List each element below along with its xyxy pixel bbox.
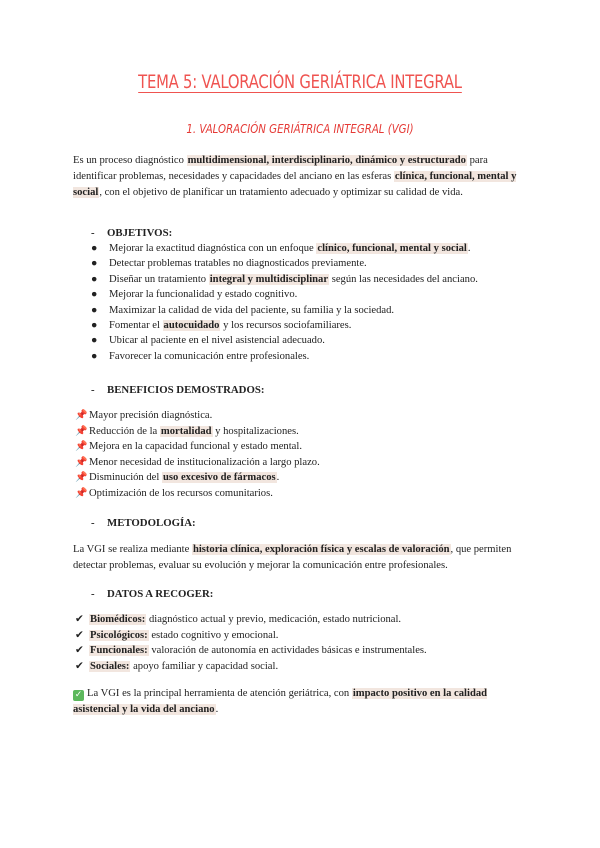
section-title: 1. VALORACIÓN GERIÁTRICA INTEGRAL (VGI): [186, 122, 414, 136]
beneficios-heading: [91, 382, 264, 398]
metodologia-heading: [91, 515, 196, 531]
item-text-end: y hospitalizaciones.: [212, 425, 299, 437]
bullet-icon: ●: [91, 304, 98, 316]
item-text: valoración de autonomía en actividades básicas e instrumentales.: [148, 645, 427, 657]
metodologia-paragraph: [73, 542, 533, 574]
pushpin-icon: 📌: [75, 487, 88, 499]
beneficios-heading-text: BENEFICIOS DEMOSTRADOS:: [107, 384, 265, 396]
intro-text-1: Es un proceso diagnóstico: [73, 155, 187, 166]
item-text: Maximizar la calidad de vida del paciente, su familia y la sociedad.: [109, 304, 395, 316]
item-label: Funcionales:: [90, 645, 148, 657]
list-item: [75, 408, 320, 424]
datos-heading-text: DATOS A RECOGER:: [107, 588, 214, 600]
item-text-end: según las necesidades del anciano.: [329, 273, 478, 285]
list-item: [91, 318, 478, 333]
item-text: Detectar problemas tratables no diagnosticados previamente.: [109, 258, 367, 270]
item-text-end: .: [276, 472, 280, 484]
metodologia-heading-text: METODOLOGÍA:: [107, 517, 196, 529]
item-highlight: clínico, funcional, mental y social: [317, 243, 467, 254]
item-text: Mayor precisión diagnóstica.: [89, 410, 213, 421]
pushpin-icon: 📌: [75, 472, 88, 484]
bullet-icon: ●: [91, 289, 98, 301]
pushpin-icon: 📌: [75, 425, 88, 437]
item-highlight: autocuidado: [163, 319, 220, 331]
pushpin-icon: 📌: [75, 410, 88, 421]
list-item: [91, 287, 478, 302]
conclusion-text-2: .: [215, 704, 219, 715]
item-text: Ubicar al paciente en el nivel asistencial adecuado.: [109, 335, 325, 347]
item-highlight: mortalidad: [160, 425, 212, 437]
bullet-icon: ●: [91, 273, 98, 285]
dash-icon: -: [91, 227, 95, 239]
conclusion-paragraph: [73, 686, 533, 718]
item-text: estado cognitivo y emocional.: [148, 629, 279, 641]
list-item: [91, 303, 478, 318]
bullet-icon: ●: [91, 319, 98, 331]
bullet-icon: ●: [91, 243, 98, 254]
pushpin-icon: 📌: [75, 441, 88, 453]
item-text-end: .: [467, 243, 471, 254]
item-highlight: uso excesivo de fármacos: [162, 472, 276, 484]
datos-list: [75, 612, 427, 674]
list-item: [75, 455, 320, 471]
list-item: [75, 612, 427, 628]
beneficios-list: [75, 408, 320, 502]
check-icon: ✔: [75, 645, 84, 657]
list-item: [91, 256, 478, 271]
check-icon: ✔: [75, 614, 84, 625]
item-text: Favorecer la comunicación entre profesionales.: [109, 350, 310, 362]
list-item: [75, 424, 320, 440]
dash-icon: -: [91, 517, 95, 529]
objetivos-heading-text: OBJETIVOS:: [107, 227, 173, 239]
metodologia-text-2: , que permiten detectar problemas, evaluar su evolución y mejorar la comunicación entre profesionales.: [73, 544, 512, 571]
pushpin-icon: 📌: [75, 456, 88, 468]
item-text: Fomentar el: [109, 319, 163, 331]
item-text-end: y los recursos sociofamiliares.: [220, 319, 352, 331]
list-item: [91, 272, 478, 287]
dash-icon: -: [91, 384, 95, 396]
bullet-icon: ●: [91, 335, 98, 347]
dash-icon: -: [91, 588, 95, 600]
item-text: Diseñar un tratamiento: [109, 273, 209, 285]
item-text: Mejorar la exactitud diagnóstica con un enfoque: [109, 243, 317, 254]
item-text: Disminución del: [89, 472, 162, 484]
check-icon: ✔: [75, 660, 84, 672]
item-label: Psicológicos:: [90, 629, 148, 641]
list-item: [91, 333, 478, 348]
conclusion-text-1: La VGI es la principal herramienta de atención geriátrica, con: [87, 688, 352, 699]
list-item: [91, 241, 478, 256]
list-item: [75, 643, 427, 659]
datos-heading: [91, 586, 213, 602]
objetivos-heading: [91, 225, 172, 241]
item-text: Reducción de la: [89, 425, 160, 437]
check-mark-icon: ✓: [74, 690, 83, 700]
item-text: Mejora en la capacidad funcional y estado mental.: [89, 441, 302, 453]
item-label: Biomédicos:: [90, 614, 146, 625]
item-label: Sociales:: [90, 660, 130, 672]
bullet-icon: ●: [91, 258, 98, 270]
item-highlight: integral y multidisciplinar: [209, 273, 329, 285]
conclusion-highlight: impacto positivo en la calidad asistencial y la vida del anciano: [73, 688, 488, 715]
objetivos-list: [91, 241, 478, 364]
list-item: [75, 470, 320, 486]
metodologia-text-1: La VGI se realiza mediante: [73, 544, 192, 555]
intro-text-3: , con el objetivo de planificar un tratamiento adecuado y optimizar su calidad de vida.: [99, 187, 463, 198]
list-item: [75, 439, 320, 455]
list-item: [75, 486, 320, 502]
page-title: TEMA 5: VALORACIÓN GERIÁTRICA INTEGRAL: [138, 71, 462, 93]
check-icon: ✔: [75, 629, 84, 641]
item-text: apoyo familiar y capacidad social.: [130, 660, 279, 672]
intro-highlight-1: multidimensional, interdisciplinario, dinámico y estructurado: [187, 155, 466, 166]
list-item: [75, 628, 427, 644]
item-text: Menor necesidad de institucionalización a largo plazo.: [89, 456, 320, 468]
list-item: [75, 659, 427, 675]
intro-highlight-2: clínica, funcional, mental y social: [73, 171, 517, 198]
item-text: Optimización de los recursos comunitarios.: [89, 487, 273, 499]
item-text: diagnóstico actual y previo, medicación, estado nutricional.: [146, 614, 402, 625]
intro-paragraph: [73, 153, 533, 201]
list-item: [91, 349, 478, 364]
item-text: Mejorar la funcionalidad y estado cognitivo.: [109, 289, 298, 301]
intro-text-2: para identificar problemas, necesidades y capacidades del anciano en las esferas: [73, 155, 488, 182]
bullet-icon: ●: [91, 350, 98, 362]
metodologia-highlight: historia clínica, exploración física y escalas de valoración: [192, 544, 450, 555]
